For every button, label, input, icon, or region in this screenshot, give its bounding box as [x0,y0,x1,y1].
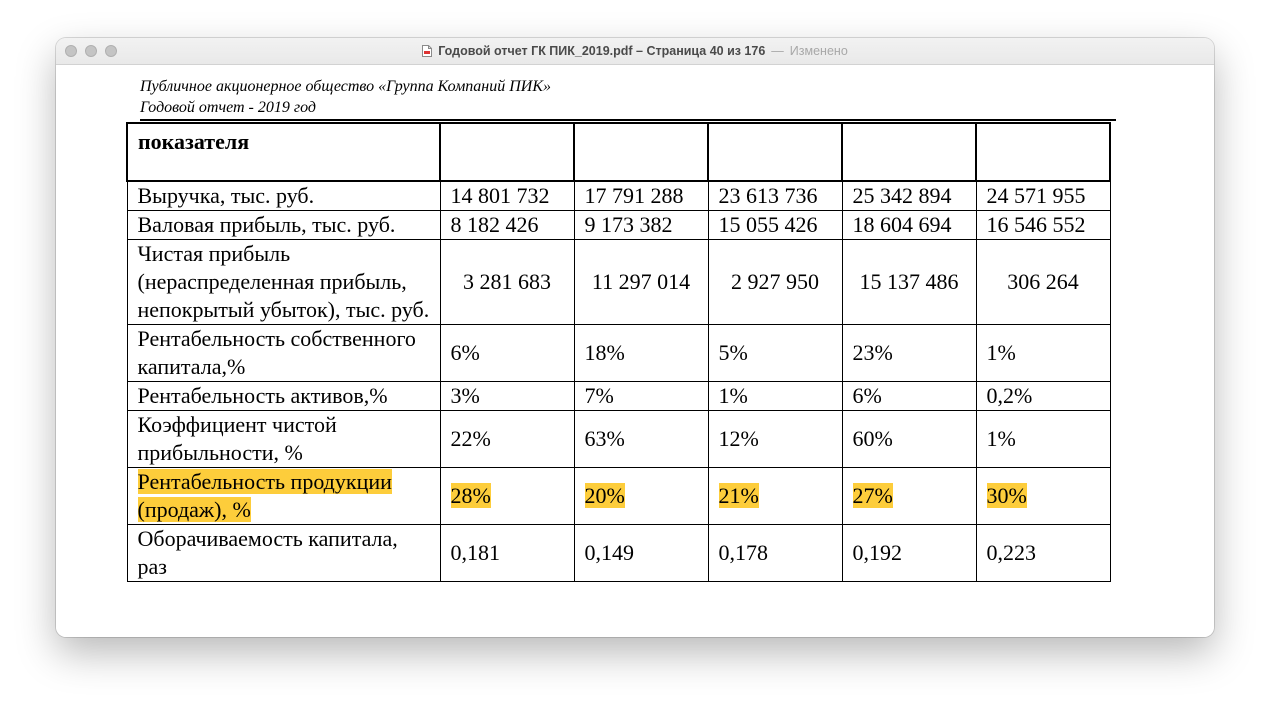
value-cell [708,325,842,382]
cell-value: 6% [450,340,480,365]
value-cell [976,240,1110,325]
header-label-cell: показателя [127,123,440,181]
value-cell [842,382,976,411]
value-cell [708,240,842,325]
cell-value: 12% [718,426,759,451]
cell-value: 30% [986,483,1027,508]
cell-value: 3 281 683 [463,269,551,294]
value-cell [440,240,574,325]
zoom-window-button[interactable] [105,45,117,57]
value-cell [574,468,708,525]
window-title[interactable]: Годовой отчет ГК ПИК_2019.pdf – Страница 40 из 176 [438,44,766,58]
title-separator: — [771,44,784,58]
value-cell [440,468,574,525]
value-cell [842,211,976,240]
table-row [127,382,1110,411]
cell-value: 22% [450,426,491,451]
value-cell [574,240,708,325]
table-row [127,211,1110,240]
row-label-cell [127,181,440,211]
cell-value: 1% [718,383,748,408]
cell-value: 16 546 552 [986,212,1086,237]
row-label: Оборачиваемость капитала, раз [137,526,398,579]
cell-value: 0,181 [450,540,500,565]
preview-window [56,38,1214,637]
cell-value: 5% [718,340,748,365]
row-label-cell [127,325,440,382]
cell-value: 17 791 288 [584,183,684,208]
row-label: Чистая прибыль (нераспределенная прибыль, непокрытый убыток), тыс. руб. [137,241,430,322]
value-cell [842,325,976,382]
row-label-cell [127,411,440,468]
header-cell [574,123,708,181]
minimize-window-button[interactable] [85,45,97,57]
cell-value: 3% [450,383,480,408]
cell-value: 9 173 382 [584,212,673,237]
cell-value: 0,223 [986,540,1036,565]
cell-value: 18% [584,340,625,365]
row-label: Коэффициент чистой прибыльности, % [137,412,337,465]
cell-value: 0,149 [584,540,634,565]
row-label-cell [127,468,440,525]
value-cell [440,382,574,411]
header-cell [708,123,842,181]
value-cell [440,325,574,382]
cell-value: 23% [852,340,893,365]
cell-value: 20% [584,483,625,508]
value-cell [708,411,842,468]
value-cell [440,181,574,211]
header-cell [842,123,976,181]
cell-value: 8 182 426 [450,212,539,237]
cell-value: 60% [852,426,893,451]
cell-value: 25 342 894 [852,183,952,208]
cell-value: 14 801 732 [450,183,550,208]
value-cell [574,181,708,211]
window-title-group [422,44,848,58]
value-cell [708,211,842,240]
table-row [127,240,1110,325]
cell-value: 63% [584,426,625,451]
cell-value: 28% [450,483,491,508]
value-cell [708,181,842,211]
header-cell [440,123,574,181]
value-cell [708,382,842,411]
value-cell [842,411,976,468]
value-cell [976,325,1110,382]
value-cell [976,382,1110,411]
value-cell [976,411,1110,468]
value-cell [440,525,574,582]
pdf-page [56,65,1214,637]
pdf-document-icon[interactable] [422,45,432,57]
cell-value: 2 927 950 [731,269,819,294]
cell-value: 11 297 014 [591,269,691,294]
value-cell [842,240,976,325]
row-label: Рентабельность продукции (продаж), % [137,469,392,522]
edited-status[interactable]: Изменено [789,44,848,58]
cell-value: 23 613 736 [718,183,818,208]
table-header-row [127,123,1110,181]
value-cell [976,211,1110,240]
row-label: Рентабельность собственного капитала,% [137,326,416,379]
row-label: Рентабельность активов,% [137,383,388,408]
header-divider [140,119,1116,121]
value-cell [574,325,708,382]
window-controls [65,45,117,57]
value-cell [574,382,708,411]
cell-value: 6% [852,383,882,408]
value-cell [842,525,976,582]
value-cell [574,525,708,582]
value-cell [708,525,842,582]
value-cell [440,411,574,468]
cell-value: 0,178 [718,540,768,565]
cell-value: 0,2% [986,383,1033,408]
value-cell [976,181,1110,211]
table-row [127,411,1110,468]
row-label-cell [127,240,440,325]
value-cell [842,468,976,525]
document-header-report: Годовой отчет - 2019 год [140,99,316,116]
row-label-cell [127,382,440,411]
value-cell [440,211,574,240]
cell-value: 21% [718,483,759,508]
row-label: Валовая прибыль, тыс. руб. [137,212,396,237]
cell-value: 18 604 694 [852,212,952,237]
value-cell [708,468,842,525]
title-bar[interactable] [56,38,1214,65]
row-label-cell [127,525,440,582]
table-row [127,468,1110,525]
value-cell [976,468,1110,525]
cell-value: 1% [986,426,1016,451]
close-window-button[interactable] [65,45,77,57]
value-cell [574,211,708,240]
cell-value: 15 055 426 [718,212,818,237]
table-row [127,325,1110,382]
value-cell [574,411,708,468]
cell-value: 7% [584,383,614,408]
cell-value: 24 571 955 [986,183,1086,208]
row-label-cell [127,211,440,240]
table-row [127,181,1110,211]
cell-value: 1% [986,340,1016,365]
cell-value: 0,192 [852,540,902,565]
cell-value: 306 264 [1007,269,1079,294]
table-row [127,525,1110,582]
cell-value: 27% [852,483,893,508]
document-header-company: Публичное акционерное общество «Группа Компаний ПИК» [140,78,551,95]
value-cell [976,525,1110,582]
value-cell [842,181,976,211]
row-label: Выручка, тыс. руб. [137,183,315,208]
header-cell [976,123,1110,181]
cell-value: 15 137 486 [859,269,959,294]
financial-indicators-table [126,122,1111,582]
